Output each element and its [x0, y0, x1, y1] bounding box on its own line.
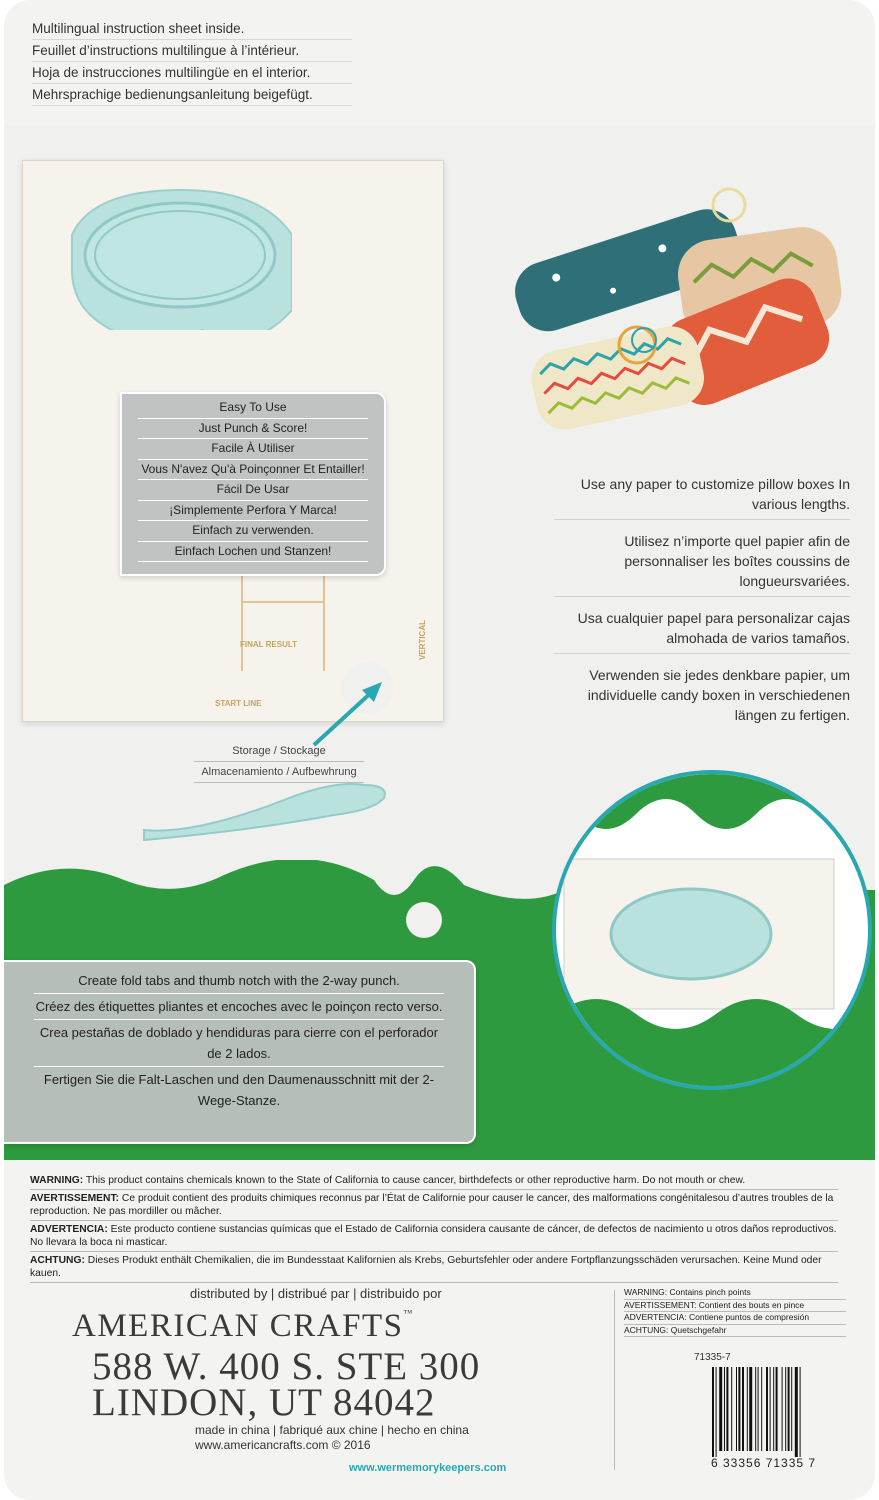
barcode-bar [719, 1367, 722, 1451]
made-in: made in china | fabriqué aux chine | hecho en china [195, 1423, 469, 1437]
warning-item: ACHTUNG: Dieses Produkt enthält Chemikalien, die im Bundesstaat Kalifornien als Krebs, Geburtsfehler oder andere Fortpflanzungsschäden verursachen. Keine Mund oder kauen. [30, 1252, 838, 1283]
inset-illustration [556, 774, 872, 1090]
panel-line: Facile À Utiliser [138, 439, 368, 460]
barcode-bar [800, 1367, 801, 1457]
panel-line: Fertigen Sie die Falt-Laschen und den Daumenausschnitt mit der 2-Wege-Stanze. [43, 1072, 435, 1108]
barcode-bar [761, 1367, 762, 1451]
barcode-bar [747, 1367, 748, 1451]
panel-line: Create fold tabs and thumb notch with the 2-way punch. [34, 968, 444, 994]
scoring-tool-image [134, 760, 394, 850]
panel-line: Easy To Use [138, 398, 368, 419]
panel-line: Einfach zu verwenden. [138, 521, 368, 542]
feature-text: Verwenden sie jedes denkbare papier, um individuelle candy boxen in verschiedenen längen zu fertigen. [587, 667, 850, 723]
warning-item: ADVERTENCIA: Este producto contiene sustancias químicas que el Estado de California considera causante de cáncer, de defectos de nacimiento u otros daños reproductivos. No llevara la boca ni masticar. [30, 1221, 838, 1252]
warning-item: WARNING: This product contains chemicals known to the State of California to cause cancer, birthdefects or other reproductive harm. Do not mouth or chew. [30, 1172, 838, 1190]
panel-line: Fácil De Usar [138, 480, 368, 501]
arrow-icon [304, 680, 394, 750]
barcode-bar [788, 1367, 790, 1451]
pinch-warnings [624, 1287, 846, 1337]
barcode-icon [710, 1367, 830, 1457]
barcode-bar [731, 1367, 732, 1451]
panel-line: Vous N'avez Qu'à Poinçonner Et Entailler! [138, 460, 368, 481]
panel-line: Einfach Lochen und Stanzen! [138, 542, 368, 563]
product-sku: 71335-7 [694, 1352, 731, 1363]
barcode-bar [755, 1367, 756, 1451]
address-line-1: 588 W. 400 S. STE 300 [92, 1345, 481, 1388]
feature-description [554, 474, 850, 741]
pinch-line: WARNING: Contains pinch points [624, 1287, 846, 1300]
feature-text: Use any paper to customize pillow boxes In various lengths. [554, 474, 850, 520]
pinch-line: AVERTISSEMENT: Contient des bouts en pince [624, 1300, 846, 1313]
barcode-bar [712, 1367, 714, 1457]
barcode-bar [770, 1367, 771, 1451]
start-line-label: START LINE [215, 699, 262, 708]
pinch-line: ACHTUNG: Quetschgefahr [624, 1325, 846, 1338]
feature-text: Usa cualquier papel para personalizar cajas almohada de varios tamaños. [554, 608, 850, 654]
barcode-bar [785, 1367, 786, 1451]
fold-tabs-panel [4, 960, 476, 1144]
notice-line: Multilingual instruction sheet inside. [32, 18, 352, 40]
barcode-bar [736, 1367, 737, 1451]
warning-item: AVERTISSEMENT: Ce produit contient des produits chimiques reconnus par l’État de Californie pour causer le cancer, des malformations congénitalesou d’autres troubles de la reproduction. Ne pas mordiller ou mâcher. [30, 1190, 838, 1221]
easy-to-use-panel [120, 392, 386, 576]
distributed-by: distributed by | distribué par | distribuido por [190, 1286, 442, 1301]
pillow-boxes-image [499, 165, 874, 455]
barcode-bar [742, 1367, 744, 1451]
feature-text: Utilisez n’importe quel papier afin de personnaliser les boîtes coussins de longueursvariées. [554, 531, 850, 597]
barcode-bar [726, 1367, 728, 1451]
punch-detail-inset [552, 770, 872, 1090]
brand-website: www.wermemorykeepers.com [349, 1462, 507, 1474]
barcode-bar [738, 1367, 740, 1451]
barcode-bar [766, 1367, 768, 1451]
barcode-bar [724, 1367, 725, 1451]
package-back-card [4, 0, 875, 1500]
notice-line: Hoja de instrucciones multilingüe en el interior. [32, 62, 352, 84]
barcode-bar [773, 1367, 774, 1451]
barcode-bar [791, 1367, 792, 1451]
panel-line: Créez des étiquettes pliantes et encoches avec le poinçon recto verso. [34, 994, 444, 1020]
barcode-bar [776, 1367, 778, 1451]
divider [614, 1290, 615, 1470]
notice-line: Mehrsprachige bedienungsanleitung beigefügt. [32, 84, 352, 106]
storage-line: Almacenamiento / Aufbewhrung [194, 762, 364, 783]
notice-line: Feuillet d’instructions multilingue à l’intérieur. [32, 40, 352, 62]
barcode-bar [716, 1367, 717, 1457]
barcode-digits: 6 33356 71335 7 [711, 1456, 817, 1470]
multilingual-notice [32, 18, 352, 106]
barcode-bar [749, 1367, 752, 1451]
chemical-warnings [30, 1172, 838, 1283]
barcode-bar [758, 1367, 759, 1451]
barcode-bar [795, 1367, 798, 1457]
panel-line: Crea pestañas de doblado y hendiduras para cierre con el perforador de 2 lados. [34, 1020, 444, 1067]
panel-line: ¡Simplemente Perfora Y Marca! [138, 501, 368, 522]
vertical-label: VERTICAL [418, 620, 427, 660]
oval-punch-image [52, 180, 292, 330]
panel-line: Just Punch & Score! [138, 419, 368, 440]
website: www.americancrafts.com © 2016 [195, 1438, 371, 1452]
final-result-label: FINAL RESULT [240, 640, 298, 649]
barcode-bar [782, 1367, 783, 1451]
company-name: AMERICAN CRAFTS™ [72, 1308, 414, 1344]
pinch-line: ADVERTENCIA: Contiene puntos de compresión [624, 1312, 846, 1325]
address-line-2: LINDON, UT 84042 [92, 1381, 436, 1424]
storage-line: Storage / Stockage [194, 741, 364, 762]
